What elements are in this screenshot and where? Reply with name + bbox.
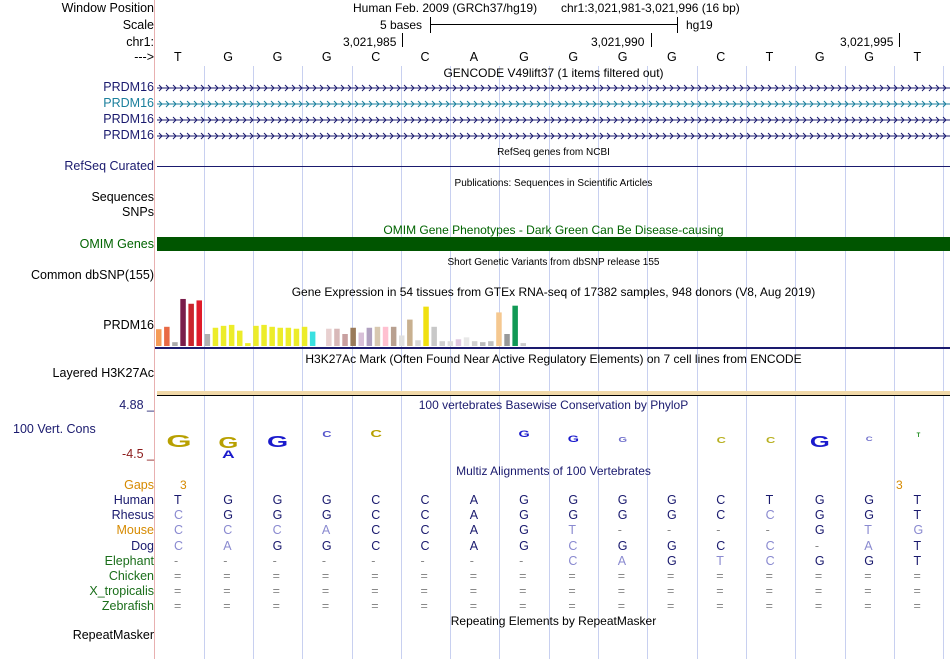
- phylop-min: -4.5 _: [122, 447, 154, 461]
- alignment-base: C: [174, 538, 184, 553]
- alignment-base: =: [420, 569, 428, 583]
- species-label-rhesus[interactable]: Rhesus: [111, 508, 154, 523]
- phylop-glyph: G: [618, 436, 628, 444]
- alignment-base: C: [371, 538, 381, 553]
- alignment-base: -: [371, 553, 376, 568]
- gtex-tissue-bar: [188, 304, 194, 346]
- alignment-base: G: [667, 538, 677, 553]
- gtex-tissue-bar: [197, 300, 203, 346]
- gtex-label[interactable]: PRDM16: [103, 318, 154, 332]
- alignment-base: C: [716, 508, 726, 523]
- refseq-label[interactable]: RefSeq Curated: [64, 159, 154, 173]
- omim-feature-bar[interactable]: [157, 237, 950, 251]
- alignment-base: =: [321, 569, 330, 583]
- gtex-tissue-bar: [480, 342, 486, 346]
- alignment-base: T: [913, 508, 922, 523]
- gtex-tissue-bar: [496, 312, 502, 346]
- assembly-text: Human Feb. 2009 (GRCh37/hg19): [353, 1, 538, 15]
- coord-1: 3,021,985: [343, 35, 397, 49]
- h3k27ac-label[interactable]: Layered H3K27Ac: [52, 366, 154, 380]
- alignment-base: C: [223, 523, 233, 538]
- species-label-chicken[interactable]: Chicken: [108, 569, 154, 583]
- alignment-base: G: [814, 493, 825, 507]
- chrom-label: chr1:: [126, 35, 154, 49]
- alignment-base: G: [617, 493, 628, 507]
- phylop-glyph: C: [322, 430, 332, 440]
- phylop-glyph: C: [865, 435, 873, 443]
- alignment-base: G: [223, 508, 234, 523]
- alignment-base: C: [420, 508, 430, 523]
- gtex-tissue-bar: [164, 327, 170, 346]
- alignment-base: A: [321, 523, 331, 538]
- refseq-gene-line[interactable]: [157, 166, 950, 167]
- alignment-base: =: [272, 569, 280, 583]
- gtex-track-title[interactable]: Gene Expression in 54 tissues from GTEx RNA-seq of 17382 samples, 948 donors (V8, Aug 2019): [291, 285, 816, 299]
- alignment-base: =: [617, 584, 625, 599]
- coord-tick-1: [402, 33, 403, 47]
- alignment-base: =: [272, 599, 280, 614]
- alignment-base: =: [814, 599, 823, 614]
- gaps-label[interactable]: Gaps: [124, 478, 154, 492]
- alignment-base: C: [716, 493, 726, 507]
- gtex-tissue-bar: [399, 335, 405, 346]
- base-letter: G: [617, 50, 628, 64]
- species-label-zebrafish[interactable]: Zebrafish: [101, 599, 154, 614]
- multiz-track-title[interactable]: Multiz Alignments of 100 Vertebrates: [456, 464, 651, 478]
- alignment-base: C: [174, 508, 184, 523]
- base-letter: G: [864, 50, 874, 64]
- alignment-base: =: [667, 569, 675, 583]
- base-letter: G: [321, 50, 332, 64]
- h3k27ac-track-title[interactable]: H3K27Ac Mark (Often Found Near Active Regulatory Elements) on 7 cell lines from ENCODE: [305, 352, 802, 366]
- gtex-tissue-bar: [156, 329, 162, 346]
- alignment-base: =: [617, 569, 625, 583]
- gtex-bar-chart[interactable]: [155, 298, 555, 348]
- alignment-base: -: [174, 553, 179, 568]
- alignment-base: -: [814, 538, 820, 553]
- species-label-dog[interactable]: Dog: [131, 538, 154, 553]
- alignment-base: C: [420, 493, 430, 507]
- base-letter: C: [716, 50, 726, 64]
- sequences-label[interactable]: Sequences: [91, 190, 154, 204]
- species-label-mouse[interactable]: Mouse: [116, 523, 154, 538]
- alignment-base: C: [765, 553, 775, 568]
- alignment-base: =: [913, 599, 921, 614]
- species-label-elephant[interactable]: Elephant: [104, 553, 154, 568]
- snps-label[interactable]: SNPs: [122, 205, 154, 219]
- alignment-base: A: [469, 508, 479, 523]
- gtex-tissue-bar: [342, 334, 348, 346]
- refseq-track-title[interactable]: RefSeq genes from NCBI: [497, 147, 610, 158]
- phylop-max: 4.88 _: [119, 398, 154, 412]
- alignment-base: =: [765, 599, 773, 614]
- gtex-baseline: [155, 347, 950, 349]
- alignment-base: T: [568, 523, 577, 538]
- position-text: chr1:3,021,981-3,021,996 (16 bp): [561, 1, 740, 15]
- coord-tick-3: [899, 33, 900, 47]
- alignment-base: G: [321, 508, 332, 523]
- phylop-glyph: C: [716, 436, 726, 446]
- alignment-base: =: [272, 584, 280, 599]
- alignment-base: A: [223, 538, 232, 553]
- alignment-base: =: [617, 599, 625, 614]
- alignment-base: -: [716, 523, 721, 538]
- alignment-base: C: [765, 508, 775, 523]
- alignment-base: G: [864, 508, 874, 523]
- alignment-base: =: [420, 599, 428, 614]
- gtex-tissue-bar: [269, 327, 275, 346]
- alignment-base: G: [617, 508, 628, 523]
- gaps-count-left: 3: [180, 478, 187, 492]
- alignment-base: =: [568, 599, 576, 614]
- phylop-logo[interactable]: [157, 425, 950, 465]
- alignment-base: -: [469, 553, 474, 568]
- gtex-tissue-bar: [261, 325, 267, 346]
- alignment-base: A: [617, 553, 627, 568]
- alignment-base: A: [469, 523, 479, 538]
- base-letter: C: [420, 50, 430, 64]
- alignment-base: C: [371, 523, 381, 538]
- gtex-tissue-bar: [488, 341, 494, 346]
- alignment-base: C: [716, 538, 726, 553]
- alignment-base: G: [568, 508, 579, 523]
- alignment-base: =: [864, 569, 872, 583]
- alignment-base: G: [272, 508, 283, 523]
- phylop-glyph: G: [267, 432, 289, 451]
- h3k27ac-baseline: [157, 395, 950, 396]
- scale-label: Scale: [122, 18, 154, 32]
- alignment-base: =: [321, 584, 330, 599]
- gtex-tissue-bar: [375, 327, 381, 346]
- alignment-base: =: [371, 599, 379, 614]
- gtex-tissue-bar: [310, 332, 316, 346]
- phylop-glyph: G: [809, 432, 830, 451]
- alignment-base: =: [765, 584, 773, 599]
- alignment-base: G: [814, 523, 825, 538]
- alignment-base: T: [716, 553, 724, 568]
- alignment-base: G: [864, 493, 874, 507]
- coord-2: 3,021,990: [591, 35, 645, 49]
- alignment-base: -: [223, 553, 228, 568]
- alignment-base: =: [223, 599, 231, 614]
- alignment-base: =: [174, 599, 182, 614]
- alignment-base: =: [469, 569, 478, 583]
- phylop-glyph: G: [567, 433, 580, 445]
- phylop-glyph: G: [518, 428, 530, 440]
- coord-tick-2: [651, 33, 652, 47]
- base-letter: G: [568, 50, 579, 64]
- alignment-base: =: [321, 599, 330, 614]
- alignment-base: G: [519, 523, 529, 538]
- gtex-tissue-bar: [334, 329, 340, 346]
- alignment-base: =: [716, 569, 724, 583]
- alignment-base: =: [814, 569, 823, 583]
- alignment-base: =: [223, 569, 231, 583]
- alignment-base: =: [667, 599, 675, 614]
- omim-label[interactable]: OMIM Genes: [79, 237, 154, 251]
- gtex-tissue-bar: [367, 328, 373, 346]
- alignment-base: G: [913, 523, 924, 538]
- alignment-base: G: [814, 553, 825, 568]
- gtex-tissue-bar: [383, 327, 389, 346]
- gtex-tissue-bar: [294, 329, 300, 346]
- base-letter: G: [223, 50, 234, 64]
- gtex-tissue-bar: [221, 326, 227, 346]
- alignment-base: =: [223, 584, 231, 599]
- alignment-base: =: [568, 584, 576, 599]
- alignment-base: =: [371, 569, 379, 583]
- alignment-base: =: [174, 584, 182, 599]
- alignment-base: C: [568, 538, 578, 553]
- alignment-base: C: [568, 553, 578, 568]
- alignment-base: =: [519, 599, 527, 614]
- gtex-tissue-bar: [350, 328, 356, 346]
- alignment-base: =: [716, 599, 724, 614]
- phylop-glyph: A: [221, 449, 235, 461]
- alignment-base: -: [321, 553, 327, 568]
- alignment-base: G: [667, 493, 677, 507]
- gtex-tissue-bar: [407, 320, 413, 346]
- alignment-base: =: [864, 599, 872, 614]
- alignment-base: T: [864, 523, 872, 538]
- gtex-tissue-bar: [229, 325, 235, 346]
- alignment-base: -: [667, 523, 672, 538]
- alignment-base: =: [913, 584, 921, 599]
- alignment-base: =: [568, 569, 576, 583]
- alignment-base: G: [617, 538, 628, 553]
- alignment-base: =: [519, 569, 527, 583]
- alignment-base: C: [174, 523, 184, 538]
- phylop-track-title[interactable]: 100 vertebrates Basewise Conservation by PhyloP: [418, 398, 689, 412]
- omim-track-title[interactable]: OMIM Gene Phenotypes - Dark Green Can Be Disease-causing: [383, 223, 724, 237]
- alignment-base: G: [667, 553, 677, 568]
- dbsnp-track-title[interactable]: Short Genetic Variants from dbSNP release 155: [447, 257, 660, 268]
- gtex-tissue-bar: [359, 333, 365, 346]
- gtex-tissue-bar: [253, 326, 259, 346]
- db-text: hg19: [686, 18, 713, 32]
- alignment-base: A: [864, 538, 873, 553]
- alignment-base: G: [814, 508, 825, 523]
- alignment-base: C: [371, 493, 381, 507]
- gtex-tissue-bar: [464, 337, 470, 346]
- gtex-tissue-bar: [180, 299, 186, 346]
- alignment-base: -: [617, 523, 622, 538]
- gtex-tissue-bar: [440, 341, 446, 346]
- alignment-base: =: [371, 584, 379, 599]
- alignment-base: C: [420, 523, 430, 538]
- alignment-base: G: [864, 553, 874, 568]
- alignment-base: C: [272, 523, 282, 538]
- gencode-transcripts[interactable]: [157, 80, 950, 144]
- repeatmasker-track-title[interactable]: Repeating Elements by RepeatMasker: [450, 614, 657, 628]
- alignment-base: =: [913, 569, 921, 583]
- scale-text: 5 bases: [380, 18, 423, 32]
- alignment-base: T: [913, 538, 922, 553]
- alignment-base: -: [519, 553, 524, 568]
- base-letter: T: [765, 50, 774, 64]
- alignment-base: -: [272, 553, 277, 568]
- alignment-base: =: [716, 584, 724, 599]
- alignment-base: -: [765, 523, 770, 538]
- gtex-tissue-bar: [172, 342, 178, 346]
- gtex-tissue-bar: [448, 341, 454, 346]
- alignment-base: =: [519, 584, 527, 599]
- phylop-glyph: C: [370, 428, 382, 440]
- alignment-base: G: [519, 508, 529, 523]
- window-position-label: Window Position: [61, 1, 154, 15]
- alignment-base: =: [864, 584, 872, 599]
- alignment-base: =: [765, 569, 773, 583]
- gencode-item-label-3[interactable]: PRDM16: [103, 112, 154, 126]
- base-letter: G: [667, 50, 677, 64]
- alignment-base: G: [321, 538, 332, 553]
- gencode-item-label-4[interactable]: PRDM16: [103, 128, 154, 142]
- species-label-human[interactable]: Human: [113, 493, 154, 507]
- gtex-tissue-bar: [431, 327, 437, 346]
- alignment-base: G: [667, 508, 677, 523]
- gtex-tissue-bar: [205, 334, 211, 346]
- gtex-tissue-bar: [326, 329, 332, 346]
- alignment-base: G: [321, 493, 332, 507]
- alignment-base: =: [667, 584, 675, 599]
- base-letter: T: [913, 50, 922, 64]
- phylop-glyph: G: [166, 430, 192, 452]
- base-letter: A: [469, 50, 479, 64]
- base-letter: C: [371, 50, 381, 64]
- alignment-base: G: [272, 493, 283, 507]
- alignment-base: G: [272, 538, 283, 553]
- repeatmasker-label[interactable]: RepeatMasker: [72, 628, 154, 642]
- gtex-tissue-bar: [415, 340, 421, 346]
- alignment-base: -: [420, 553, 425, 568]
- alignment-base: G: [568, 493, 579, 507]
- gtex-tissue-bar: [423, 307, 429, 346]
- strand-label: --->: [134, 50, 154, 64]
- alignment-base: =: [174, 569, 182, 583]
- alignment-base: C: [765, 538, 775, 553]
- base-letter: T: [174, 50, 182, 64]
- alignment-base: C: [371, 508, 381, 523]
- publications-track-title[interactable]: Publications: Sequences in Scientific Articles: [454, 178, 653, 189]
- alignment-base: T: [765, 493, 774, 507]
- gtex-tissue-bar: [302, 327, 308, 346]
- phylop-glyph: G: [218, 433, 239, 452]
- gencode-track-title[interactable]: GENCODE V49lift37 (1 items filtered out): [443, 66, 664, 80]
- coord-3: 3,021,995: [840, 35, 894, 49]
- alignment-base: =: [420, 584, 428, 599]
- alignment-base: =: [469, 599, 478, 614]
- base-letter: G: [814, 50, 825, 64]
- base-letter: G: [272, 50, 283, 64]
- alignment-base: T: [913, 553, 922, 568]
- gtex-tissue-bar: [521, 343, 527, 346]
- gtex-tissue-bar: [278, 328, 284, 346]
- dbsnp-label[interactable]: Common dbSNP(155): [31, 268, 154, 282]
- alignment-base: =: [814, 584, 823, 599]
- gtex-tissue-bar: [472, 341, 478, 346]
- alignment-base: A: [469, 538, 479, 553]
- gtex-tissue-bar: [512, 306, 518, 346]
- alignment-base: G: [519, 493, 529, 507]
- gencode-item-label-1[interactable]: PRDM16: [103, 80, 154, 94]
- gtex-tissue-bar: [237, 331, 243, 346]
- gtex-tissue-bar: [213, 328, 219, 346]
- phylop-glyph: T: [916, 433, 921, 439]
- gaps-count-right: 3: [896, 478, 903, 492]
- phylop-glyph: C: [765, 436, 776, 446]
- base-letter: G: [519, 50, 529, 64]
- gtex-tissue-bar: [456, 339, 462, 346]
- alignment-base: A: [469, 493, 479, 507]
- scale-bar: [430, 17, 680, 33]
- phylop-label[interactable]: 100 Vert. Cons: [13, 422, 96, 436]
- alignment-base: G: [223, 493, 234, 507]
- gencode-item-label-2[interactable]: PRDM16: [103, 96, 154, 110]
- alignment-base: G: [519, 538, 529, 553]
- gtex-tissue-bar: [391, 327, 397, 346]
- alignment-base: T: [913, 493, 922, 507]
- alignment-base: T: [174, 493, 182, 507]
- gtex-tissue-bar: [245, 343, 251, 346]
- gtex-tissue-bar: [504, 334, 510, 346]
- alignment-base: C: [420, 538, 430, 553]
- alignment-base: =: [469, 584, 478, 599]
- gtex-tissue-bar: [286, 328, 292, 346]
- species-label-x_tropicalis[interactable]: X_tropicalis: [89, 584, 154, 599]
